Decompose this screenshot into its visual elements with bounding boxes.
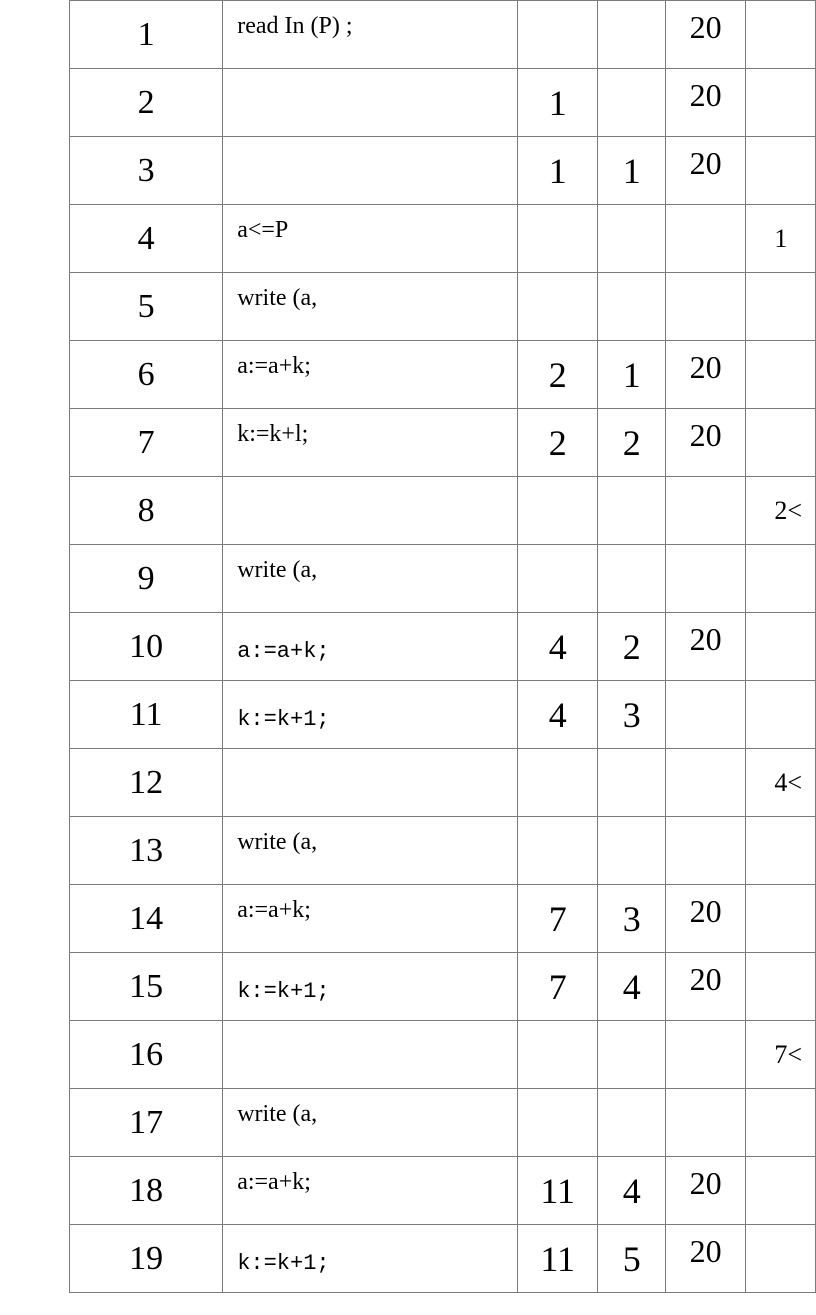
step-number-cell: 2 (70, 69, 223, 137)
statement-cell (223, 69, 518, 137)
statement-cell: a:=a+k; (223, 613, 518, 681)
var-p-cell: 20 (665, 885, 745, 953)
step-number-cell: 4 (70, 205, 223, 273)
var-a-cell: 7 (517, 885, 598, 953)
step-number-cell: 10 (70, 613, 223, 681)
table-row (70, 477, 816, 545)
condition-cell (746, 1089, 816, 1157)
table-row (70, 681, 816, 749)
step-number-cell: 5 (70, 273, 223, 341)
table-row (70, 953, 816, 1021)
var-k-cell (598, 545, 665, 613)
step-number-cell: 14 (70, 885, 223, 953)
condition-cell (746, 681, 816, 749)
statement-cell: write (a, (223, 817, 518, 885)
var-a-cell (517, 545, 598, 613)
table-row (70, 885, 816, 953)
condition-cell: 2< (746, 477, 816, 545)
condition-cell (746, 1225, 816, 1293)
statement-cell (223, 1021, 518, 1089)
step-number-cell: 16 (70, 1021, 223, 1089)
step-number-cell: 13 (70, 817, 223, 885)
condition-cell (746, 545, 816, 613)
statement-cell: a:=a+k; (223, 885, 518, 953)
var-p-cell: 20 (665, 341, 745, 409)
statement-cell: read In (P) ; (223, 1, 518, 69)
var-p-cell: 20 (665, 137, 745, 205)
condition-cell: 7< (746, 1021, 816, 1089)
var-a-cell: 4 (517, 613, 598, 681)
var-k-cell (598, 817, 665, 885)
var-p-cell: 20 (665, 1225, 745, 1293)
condition-cell (746, 1157, 816, 1225)
table-row (70, 1225, 816, 1293)
statement-cell: write (a, (223, 545, 518, 613)
var-p-cell: 20 (665, 1157, 745, 1225)
var-k-cell: 3 (598, 681, 665, 749)
var-k-cell: 3 (598, 885, 665, 953)
var-a-cell: 2 (517, 409, 598, 477)
trace-table (69, 0, 816, 1293)
var-a-cell: 7 (517, 953, 598, 1021)
table-row (70, 409, 816, 477)
var-k-cell: 1 (598, 137, 665, 205)
table-row (70, 137, 816, 205)
statement-cell: write (a, (223, 1089, 518, 1157)
condition-cell (746, 817, 816, 885)
condition-cell: 4< (746, 749, 816, 817)
statement-cell: k:=k+1; (223, 953, 518, 1021)
var-k-cell: 4 (598, 953, 665, 1021)
trace-table-body (70, 1, 816, 1293)
var-a-cell: 2 (517, 341, 598, 409)
var-a-cell (517, 477, 598, 545)
var-k-cell (598, 273, 665, 341)
condition-cell (746, 273, 816, 341)
var-p-cell (665, 817, 745, 885)
table-row (70, 817, 816, 885)
var-p-cell: 20 (665, 409, 745, 477)
var-k-cell: 2 (598, 409, 665, 477)
condition-cell (746, 409, 816, 477)
condition-cell (746, 613, 816, 681)
var-a-cell: 1 (517, 69, 598, 137)
var-k-cell (598, 205, 665, 273)
statement-cell: k:=k+1; (223, 1225, 518, 1293)
table-row (70, 69, 816, 137)
var-a-cell (517, 1021, 598, 1089)
var-p-cell: 20 (665, 953, 745, 1021)
statement-cell (223, 137, 518, 205)
step-number-cell: 15 (70, 953, 223, 1021)
table-row (70, 1, 816, 69)
condition-cell (746, 69, 816, 137)
var-k-cell (598, 477, 665, 545)
var-k-cell: 4 (598, 1157, 665, 1225)
var-a-cell: 1 (517, 137, 598, 205)
statement-cell: a:=a+k; (223, 1157, 518, 1225)
var-a-cell: 4 (517, 681, 598, 749)
var-p-cell: 20 (665, 1, 745, 69)
var-p-cell (665, 1021, 745, 1089)
var-k-cell (598, 1, 665, 69)
step-number-cell: 6 (70, 341, 223, 409)
var-a-cell (517, 273, 598, 341)
table-row (70, 1089, 816, 1157)
var-k-cell: 2 (598, 613, 665, 681)
table-row (70, 613, 816, 681)
var-p-cell (665, 205, 745, 273)
step-number-cell: 17 (70, 1089, 223, 1157)
table-row (70, 1157, 816, 1225)
var-p-cell: 20 (665, 69, 745, 137)
statement-cell: a<=P (223, 205, 518, 273)
condition-cell (746, 341, 816, 409)
var-k-cell (598, 69, 665, 137)
var-k-cell: 1 (598, 341, 665, 409)
statement-cell: k:=k+1; (223, 681, 518, 749)
var-k-cell (598, 1021, 665, 1089)
step-number-cell: 8 (70, 477, 223, 545)
table-row (70, 205, 816, 273)
table-row (70, 545, 816, 613)
var-a-cell (517, 1, 598, 69)
var-k-cell (598, 749, 665, 817)
var-k-cell (598, 1089, 665, 1157)
step-number-cell: 12 (70, 749, 223, 817)
step-number-cell: 7 (70, 409, 223, 477)
step-number-cell: 9 (70, 545, 223, 613)
var-a-cell (517, 749, 598, 817)
step-number-cell: 19 (70, 1225, 223, 1293)
statement-cell: a:=a+k; (223, 341, 518, 409)
var-a-cell (517, 817, 598, 885)
condition-cell: 1 (746, 205, 816, 273)
var-a-cell (517, 1089, 598, 1157)
var-a-cell: 11 (517, 1225, 598, 1293)
step-number-cell: 18 (70, 1157, 223, 1225)
step-number-cell: 3 (70, 137, 223, 205)
condition-cell (746, 137, 816, 205)
table-row (70, 1021, 816, 1089)
table-row (70, 341, 816, 409)
step-number-cell: 11 (70, 681, 223, 749)
statement-cell: k:=k+l; (223, 409, 518, 477)
var-p-cell (665, 273, 745, 341)
step-number-cell: 1 (70, 1, 223, 69)
var-a-cell: 11 (517, 1157, 598, 1225)
statement-cell (223, 749, 518, 817)
var-p-cell: 20 (665, 613, 745, 681)
condition-cell (746, 1, 816, 69)
var-p-cell (665, 1089, 745, 1157)
var-p-cell (665, 681, 745, 749)
var-k-cell: 5 (598, 1225, 665, 1293)
statement-cell: write (a, (223, 273, 518, 341)
var-p-cell (665, 749, 745, 817)
var-p-cell (665, 477, 745, 545)
condition-cell (746, 885, 816, 953)
var-p-cell (665, 545, 745, 613)
var-a-cell (517, 205, 598, 273)
table-row (70, 749, 816, 817)
condition-cell (746, 953, 816, 1021)
statement-cell (223, 477, 518, 545)
table-row (70, 273, 816, 341)
